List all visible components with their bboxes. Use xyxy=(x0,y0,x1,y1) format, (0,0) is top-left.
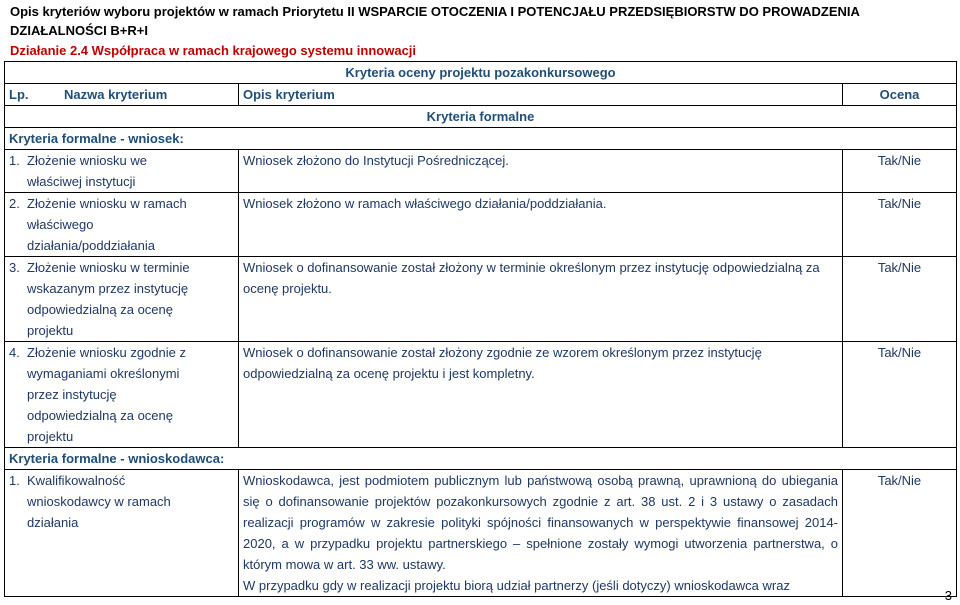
criterion-description: Wniosek złożono do Instytucji Pośredniczącej. xyxy=(239,150,843,193)
group-title-wnioskodawca: Kryteria formalne - wnioskodawca: xyxy=(5,448,957,470)
criterion-description: Wniosek złożono w ramach właściwego działania/poddziałania. xyxy=(239,193,843,257)
criterion-description: Wniosek o dofinansowanie został złożony zgodnie ze wzorem określonym przez instytucję odpowiedzialną za ocenę projektu i jest kompletny. xyxy=(239,342,843,448)
document-title: Opis kryteriów wyboru projektów w ramach Priorytetu II WSPARCIE OTOCZENIA I POTENCJAŁU PRZEDSIĘBIORSTW DO PROWADZENIA DZIAŁALNOŚCI B+R+I xyxy=(10,4,860,38)
criterion-name-cell xyxy=(5,257,239,342)
criterion-description-cell xyxy=(239,470,843,597)
criterion-description-continued: W przypadku gdy w realizacji projektu biorą udział partnerzy (jeśli dotyczy) wnioskodawca wraz xyxy=(243,578,790,593)
criterion-score: Tak/Nie xyxy=(843,150,957,193)
group-row-wnioskodawca xyxy=(5,448,957,470)
criterion-name-cell xyxy=(5,193,239,257)
group-title-wniosek: Kryteria formalne - wniosek: xyxy=(5,128,957,150)
criterion-score: Tak/Nie xyxy=(843,342,957,448)
page-number: 3 xyxy=(944,588,952,603)
column-header-row xyxy=(5,84,957,106)
criterion-nr: 2. xyxy=(9,196,20,211)
criterion-nr: 3. xyxy=(9,260,20,275)
group-row-wniosek xyxy=(5,128,957,150)
criterion-name: Złożenie wniosku w terminie wskazanym przez instytucję odpowiedzialną za ocenę projektu xyxy=(27,260,190,338)
criterion-nr: 4. xyxy=(9,345,20,360)
criterion-score: Tak/Nie xyxy=(843,470,957,597)
criterion-description: Wnioskodawca, jest podmiotem publicznym lub państwową osobą prawną, uprawnioną do ubiegania się o dofinansowanie projektów pozakonkursowych zgodnie z art. 38 ust. 2 i 3 ustawy o zasadach realizacji programów w zakresie polityki spójności finansowanych w perspektywie finansowej 2014-2020, a w przypadku projektu partnerskiego – spełnione zostały wymogi utworzenia partnerstwa, o którym mowa w art. 33 ww. ustawy. xyxy=(243,473,838,572)
criterion-name-cell xyxy=(5,150,239,193)
header-band-row xyxy=(5,62,957,84)
column-header-lp-name xyxy=(5,84,239,106)
criterion-nr: 1. xyxy=(9,153,20,168)
column-header-lp: Lp. xyxy=(9,87,29,102)
criterion-score: Tak/Nie xyxy=(843,257,957,342)
criteria-table xyxy=(4,61,957,597)
document-subtitle: Działanie 2.4 Współpraca w ramach krajowego systemu innowacji xyxy=(10,43,417,58)
criterion-description: Wniosek o dofinansowanie został złożony w terminie określonym przez instytucję odpowiedzialną za ocenę projektu. xyxy=(239,257,843,342)
criterion-nr: 1. xyxy=(9,473,20,488)
table-row xyxy=(5,193,957,257)
criterion-name: Złożenie wniosku w ramach właściwego działania/poddziałania xyxy=(27,196,187,253)
criterion-name: Złożenie wniosku we właściwej instytucji xyxy=(27,153,147,189)
section-row xyxy=(5,106,957,128)
table-row xyxy=(5,470,957,597)
header-band: Kryteria oceny projektu pozakonkursowego xyxy=(5,62,957,84)
column-header-score: Ocena xyxy=(843,84,957,106)
table-row xyxy=(5,342,957,448)
criterion-name-cell xyxy=(5,470,239,597)
criterion-name-cell xyxy=(5,342,239,448)
column-header-description: Opis kryterium xyxy=(239,84,843,106)
criterion-name: Kwalifikowalność wnioskodawcy w ramach działania xyxy=(27,473,171,530)
criterion-name: Złożenie wniosku zgodnie z wymaganiami określonymi przez instytucję odpowiedzialną za ocenę projektu xyxy=(27,345,186,444)
table-row xyxy=(5,150,957,193)
section-title: Kryteria formalne xyxy=(5,106,957,128)
criterion-score: Tak/Nie xyxy=(843,193,957,257)
column-header-name: Nazwa kryterium xyxy=(64,87,168,102)
table-row xyxy=(5,257,957,342)
